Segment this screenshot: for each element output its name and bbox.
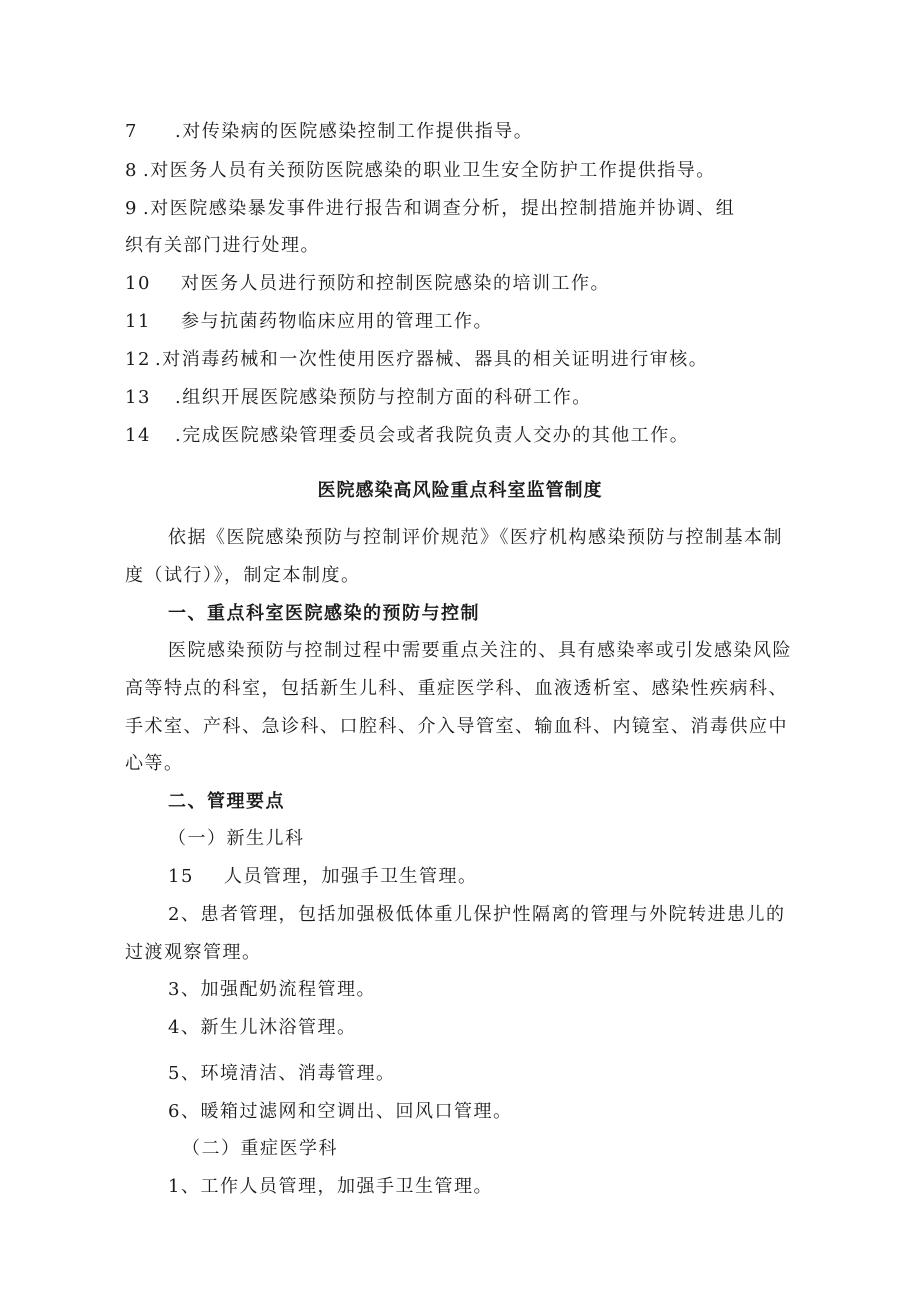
list-item xyxy=(125,273,815,295)
list-item: 1、工作人员管理，加强手卫生管理。 xyxy=(168,1176,493,1197)
list-item xyxy=(168,866,858,888)
item-number: 9 xyxy=(125,198,138,219)
paragraph-line: 手术室、产科、急诊科、口腔科、介入导管室、输血科、内镜室、消毒供应中 xyxy=(125,716,788,737)
heading-prevention: 一、重点科室医院感染的预防与控制 xyxy=(168,603,480,624)
subheading-icu: （二）重症医学科 xyxy=(182,1138,338,1159)
list-item: 6、暖箱过滤网和空调出、回风口管理。 xyxy=(168,1101,513,1122)
item-text: .对医务人员有关预防医院感染的职业卫生安全防护工作提供指导。 xyxy=(143,160,716,181)
item-number: 12 xyxy=(125,349,151,370)
item-text: 对医务人员进行预防和控制医院感染的培训工作。 xyxy=(181,273,610,294)
list-item xyxy=(125,349,815,371)
heading-management: 二、管理要点 xyxy=(168,791,285,812)
intro-line: 度（试行）》，制定本制度。 xyxy=(125,565,361,586)
item-text: .对消毒药械和一次性使用医疗器械、器具的相关证明进行审核。 xyxy=(155,349,709,370)
item-number: 7 xyxy=(125,121,138,142)
list-item: 3、加强配奶流程管理。 xyxy=(168,979,376,1000)
list-item xyxy=(125,121,815,143)
item-text: .对传染病的医院感染控制工作提供指导。 xyxy=(175,121,534,142)
item-number: 14 xyxy=(125,425,151,446)
item-text: .组织开展医院感染预防与控制方面的科研工作。 xyxy=(175,387,592,408)
item-number: 10 xyxy=(125,273,151,294)
paragraph-line: 心等。 xyxy=(125,753,184,774)
item-text: .对医院感染暴发事件进行报告和调查分析，提出控制措施并协调、组 xyxy=(143,198,736,219)
paragraph-line: 医院感染预防与控制过程中需要重点关注的、具有感染率或引发感染风险 xyxy=(168,640,792,661)
list-item: 4、新生儿沐浴管理。 xyxy=(168,1017,357,1038)
list-item xyxy=(125,311,815,333)
item-text: 人员管理，加强手卫生管理。 xyxy=(224,866,478,887)
item-continuation: 织有关部门进行处理。 xyxy=(125,235,320,256)
intro-line: 依据《医院感染预防与控制评价规范》《医疗机构感染预防与控制基本制 xyxy=(168,527,783,548)
item-text: .完成医院感染管理委员会或者我院负责人交办的其他工作。 xyxy=(175,425,690,446)
list-item: 2、患者管理，包括加强极低体重儿保护性隔离的管理与外院转进患儿的 xyxy=(168,904,786,925)
item-number: 8 xyxy=(125,160,138,181)
paragraph-line: 高等特点的科室，包括新生儿科、重症医学科、血液透析室、感染性疾病科、 xyxy=(125,678,788,699)
item-number: 13 xyxy=(125,387,151,408)
item-continuation: 过渡观察管理。 xyxy=(125,942,262,963)
subheading-neonatal: （一）新生儿科 xyxy=(168,828,305,849)
item-text: 参与抗菌药物临床应用的管理工作。 xyxy=(181,311,493,332)
section-title: 医院感染高风险重点科室监管制度 xyxy=(317,480,603,501)
item-number: 15 xyxy=(168,866,194,887)
list-item xyxy=(125,198,815,220)
list-item: 5、环境清洁、消毒管理。 xyxy=(168,1063,396,1084)
list-item xyxy=(125,160,815,182)
item-number: 11 xyxy=(125,311,151,332)
list-item xyxy=(125,425,815,447)
list-item xyxy=(125,387,815,409)
